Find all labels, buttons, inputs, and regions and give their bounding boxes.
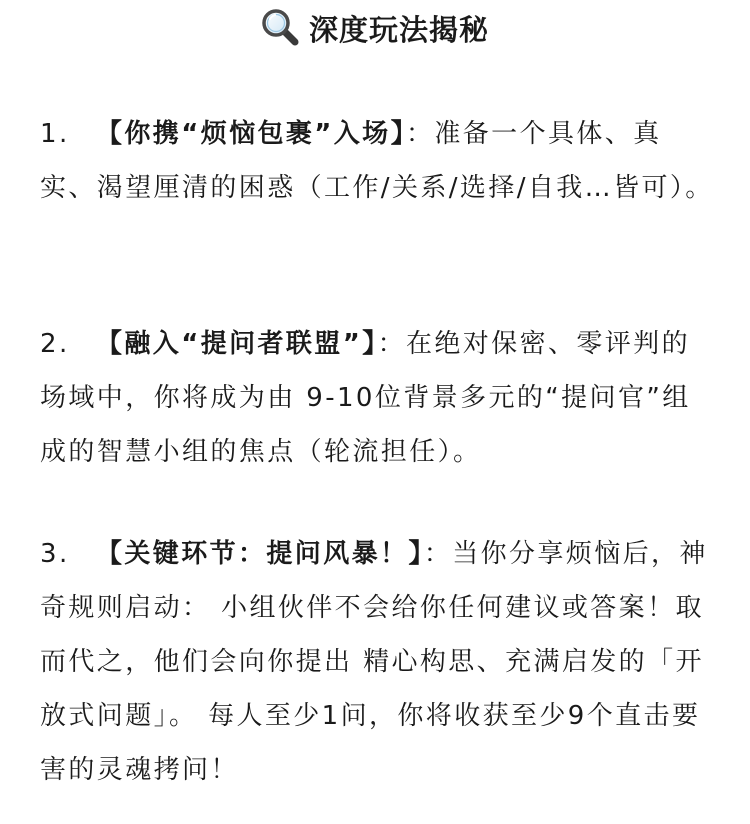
list-item-number: 2. <box>40 329 70 359</box>
list-item-number: 1. <box>40 119 70 149</box>
list-item-number: 3. <box>40 539 70 569</box>
list-item-body: ：当你分享烦恼后，神奇规则启动： 小组伙伴不会给你任何建议或答案！取而代之，他们会向你提出 精心构思、充满启发的「开放式问题」。 每人至少1问，你将收获至少9个直击要害的灵魂拷问！ <box>40 539 708 785</box>
list-item-heading: 【关键环节：提问风暴！】 <box>96 539 424 569</box>
list-item-body: ：在绝对保密、零评判的场域中，你将成为由 9-10位背景多元的“提问官”组成的智慧小组的焦点（轮流担任）。 <box>40 329 691 467</box>
list-item <box>40 527 716 797</box>
list-item <box>40 107 716 215</box>
list-item-body: ：准备一个具体、真实、渴望厘清的困惑（工作/关系/选择/自我…皆可）。 <box>40 119 714 203</box>
page-title <box>0 8 750 56</box>
list-item-heading: 【融入“提问者联盟”】 <box>96 329 378 359</box>
list-item-heading: 【你携“烦恼包裹”入场】 <box>96 119 406 149</box>
page-title-text: 深度玩法揭秘 <box>308 13 489 47</box>
magnifying-glass-icon <box>261 8 299 56</box>
list-item <box>40 317 716 479</box>
